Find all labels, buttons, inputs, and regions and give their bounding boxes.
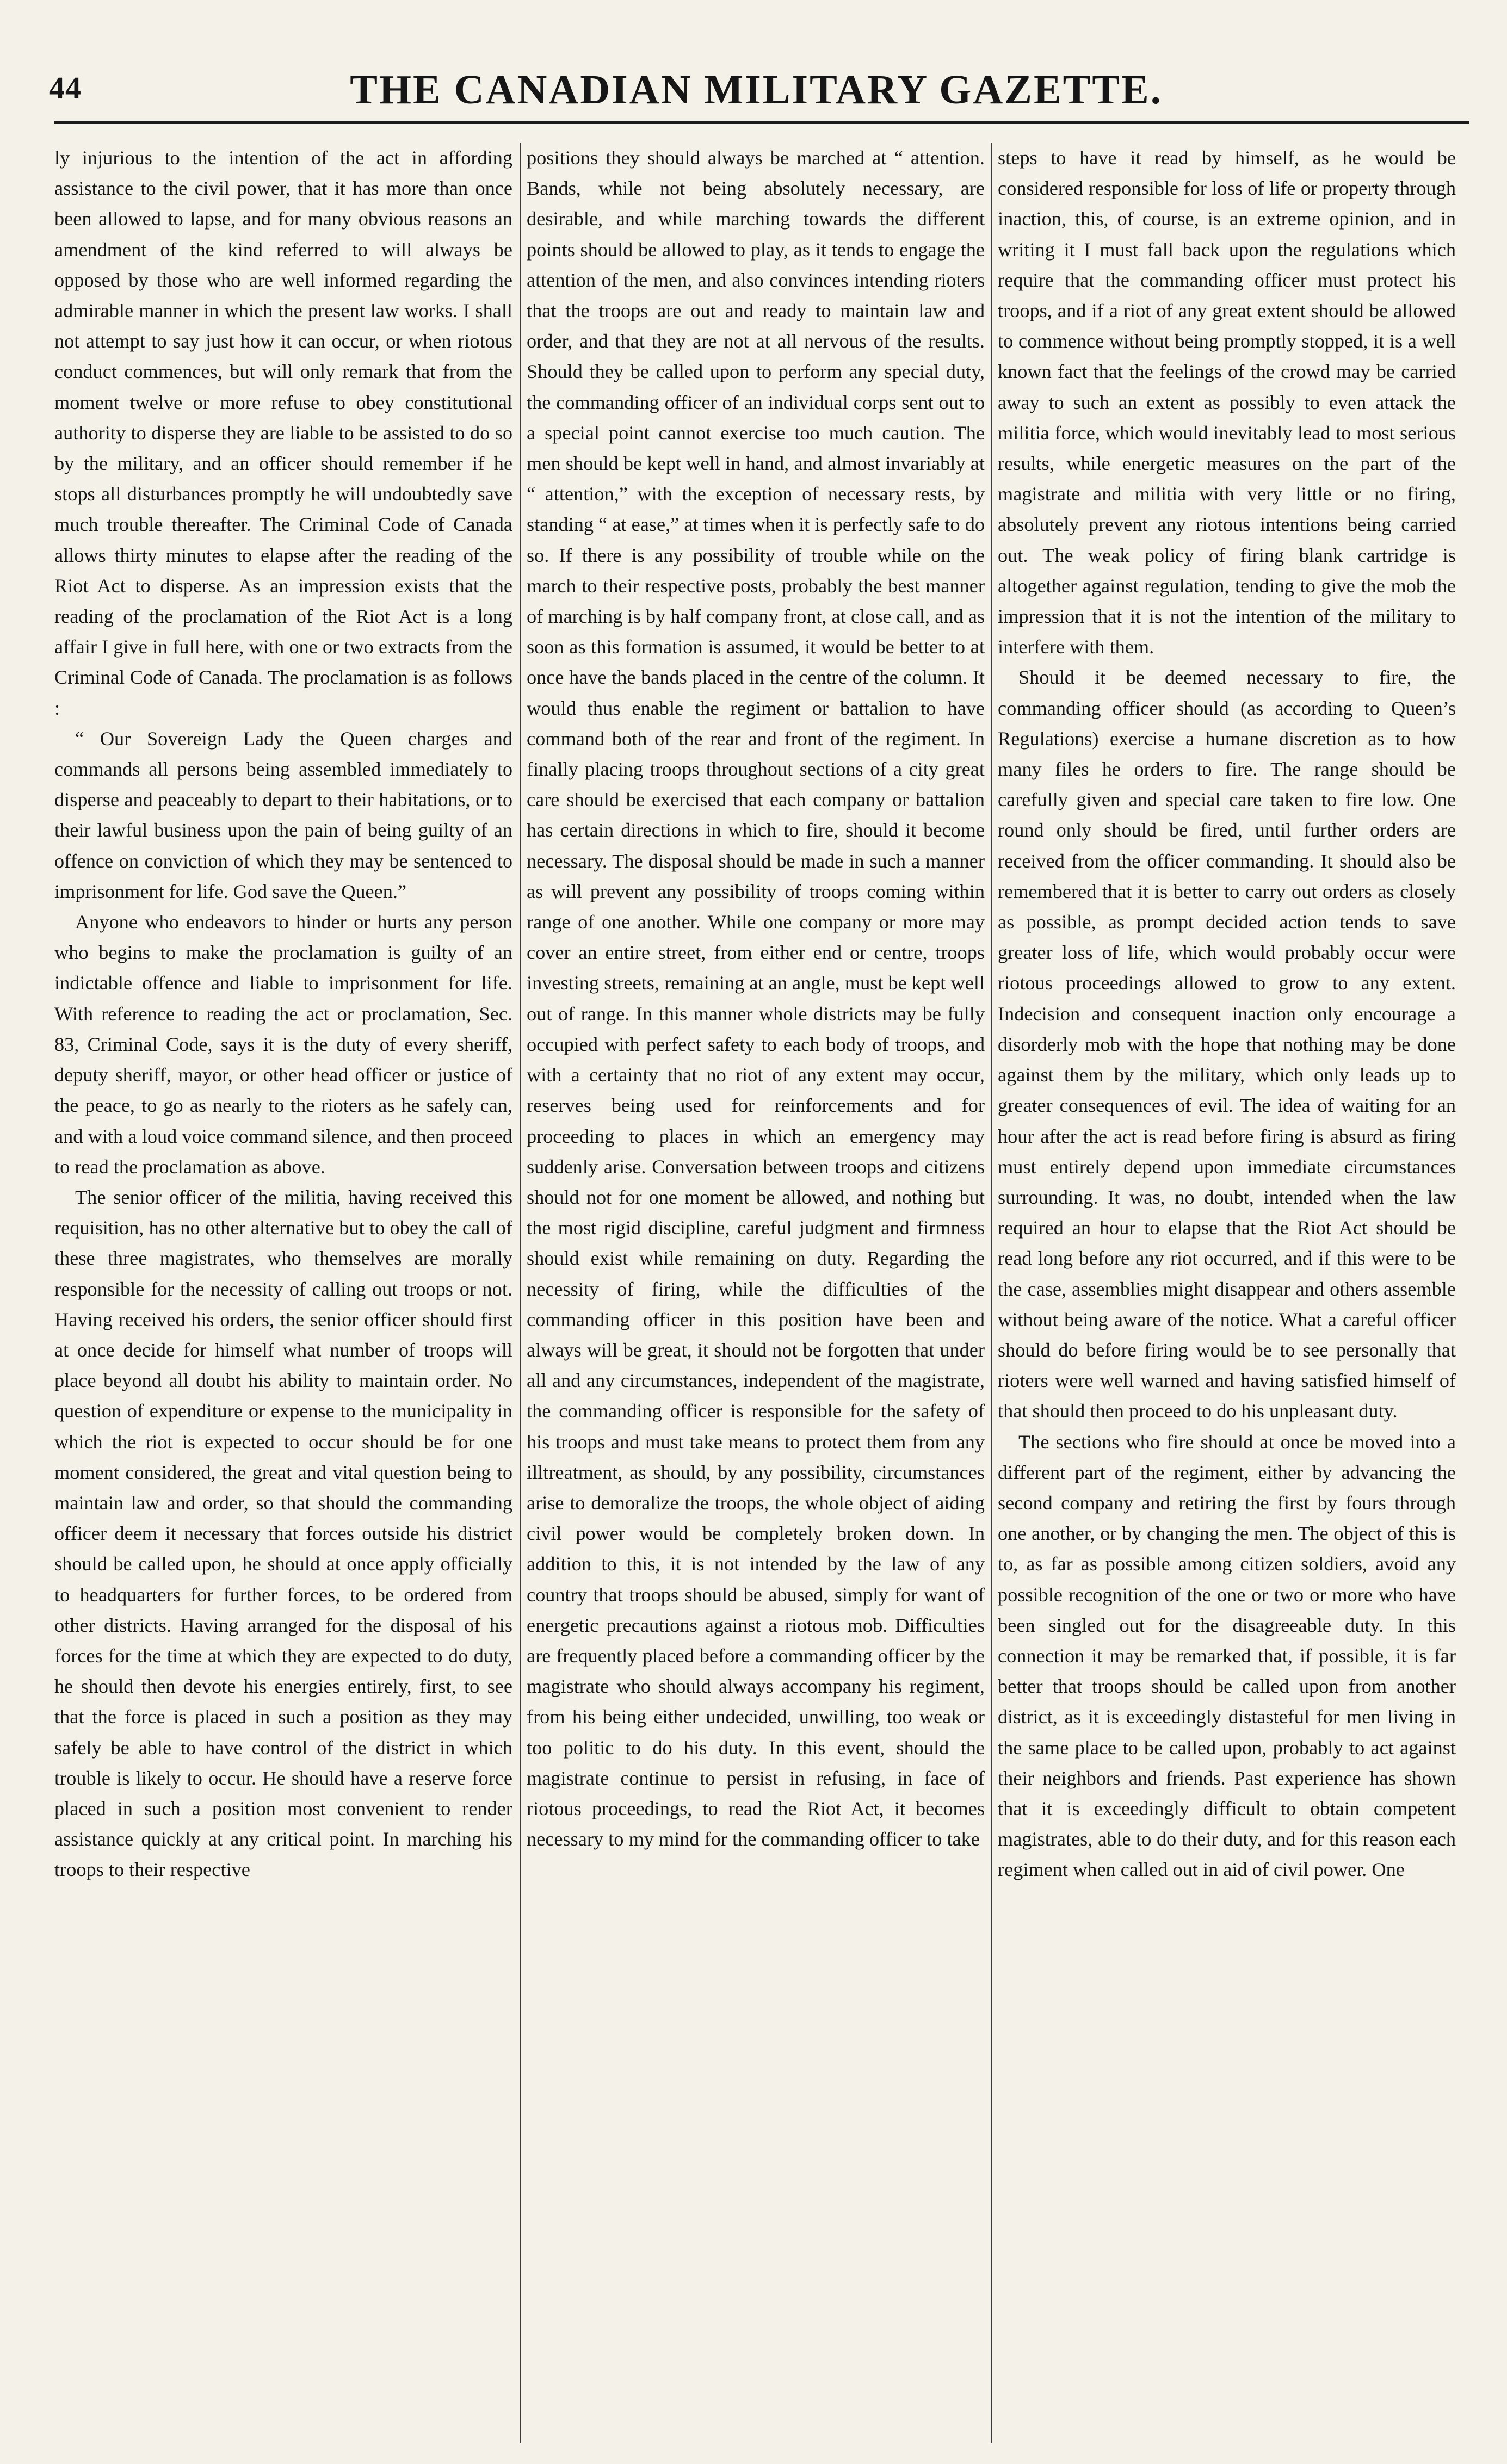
- publication-title: THE CANADIAN MILITARY GAZETTE.: [350, 66, 1163, 113]
- article-column-2: [527, 143, 985, 2443]
- paragraph: steps to have it read by himself, as he would be considered responsible for loss of life or property through inaction, this, of course, is an extreme opinion, and in writing it I must fall back upon the regulations which require that the commanding officer must protect his troops, and if a riot of any great extent should be allowed to commence without being promptly stopped, it is a well known fact that the feelings of the crowd may be carried away to such an extent as possibly to even attack the militia force, which would inevitably lead to most serious results, while energetic measures on the part of the magistrate and militia with very little or no firing, absolutely prevent any riotous intentions being carried out. The weak policy of firing blank cartridge is altogether against regulation, tending to give the mob the impression that it is not the intention of the military to interfere with them.: [998, 147, 1456, 658]
- paragraph: The sections who fire should at once be moved into a different part of the regiment, either by advancing the second company and retiring the first by fours through one another, or by changing the men. The object of this is to, as far as possible among citizen soldiers, avoid any possible recognition of the one or two or more who have been singled out for the disagreeable duty. In this connection it may be remarked that, if possible, it is far better that troops should be called upon from another district, as it is exceedingly distasteful for men living in the same place to be called upon, probably to act against their neighbors and friends. Past experience has shown that it is exceedingly difficult to obtain competent magistrates, able to do their duty, and for this reason each regiment when called out in aid of civil power. One: [998, 1431, 1456, 1881]
- paragraph: positions they should always be marched at “ attention. Bands, while not being absolutely necessary, are desirable, and while marching towards the different points should be allowed to play, as it tends to engage the attention of the men, and also convinces intending rioters that the troops are out and ready to maintain law and order, and that they are not at all nervous of the results. Should they be called upon to perform any special duty, the commanding officer of an individual corps sent out to a special point cannot exercise too much caution. The men should be kept well in hand, and almost invariably at “ attention,” with the exception of necessary rests, by standing “ at ease,” at times when it is perfectly safe to do so. If there is any possibility of trouble while on the march to their respective posts, probably the best manner of marching is by half company front, at close call, and as soon as this formation is assumed, it would be better to at once have the bands placed in the centre of the column. It would thus enable the regiment or battalion to have command both of the rear and front of the regiment. In finally placing troops throughout sections of a city great care should be exercised that each company or battalion has certain directions in which to fire, should it become necessary. The disposal should be made in such a manner as will prevent any possibility of troops coming within range of one another. While one company or more may cover an entire street, from either end or centre, troops investing streets, remaining at an angle, must be kept well out of range. In this manner whole districts may be fully occupied with perfect safety to each body of troops, and with a certainty that no riot of any extent may occur, reserves being used for reinforcements and for proceeding to places in which an emergency may suddenly arise. Conversation between troops and citizens should not for one moment be allowed, and nothing but the most rigid discipline, careful judgment and firmness should exist while remaining on duty. Regarding the necessity of firing, while the difficulties of the commanding officer in this position have been and always will be great, it should not be forgotten that under all and any circumstances, independent of the magistrate, the commanding officer is responsible for the safety of his troops and must take means to protect them from any illtreatment, as should, by any possibility, circumstances arise to demoralize the troops, the whole object of aiding civil power would be completely broken down. In addition to this, it is not intended by the law of any country that troops should be abused, simply for want of energetic precautions against a riotous mob. Difficulties are frequently placed before a commanding officer by the magistrate who should always accompany his regiment, from his being either undecided, unwilling, too weak or too politic to do his duty. In this event, should the magistrate continue to persist in refusing, in face of riotous proceedings, to read the Riot Act, it becomes necessary to my mind for the commanding officer to take: [527, 147, 985, 1850]
- column-divider: [520, 143, 521, 2443]
- paragraph: The senior officer of the militia, having received this requisition, has no other alternative but to obey the call of these three magistrates, who themselves are morally responsible for the necessity of calling out troops or not. Having received his orders, the senior officer should first at once decide for himself what number of troops will place beyond all doubt his ability to maintain order. No question of expenditure or expense to the municipality in which the riot is expected to occur should be for one moment considered, the great and vital question being to maintain law and order, so that should the commanding officer deem it necessary that forces outside his district should be called upon, he should at once apply officially to headquarters for further forces, to be ordered from other districts. Having arranged for the disposal of his forces for the time at which they are expected to do duty, he should then devote his energies entirely, first, to see that the force is placed in such a position as they may safely be able to have control of the district in which trouble is likely to occur. He should have a reserve force placed in such a position most convenient to render assistance quickly at any critical point. In marching his troops to their respective: [54, 1186, 512, 1881]
- page-header: [44, 60, 1469, 120]
- paragraph: Should it be deemed necessary to fire, the commanding officer should (as according to Queen’s Regulations) exercise a humane discretion as to how many files he orders to fire. The range should be carefully given and special care taken to fire low. One round only should be fired, until further orders are received from the officer commanding. It should also be remembered that it is better to carry out orders as closely as possible, as prompt decided action tends to save greater loss of life, which would probably occur were riotous proceedings allowed to grow to any extent. Indecision and consequent inaction only encourage a disorderly mob with the hope that nothing may be done against them by the military, which only leads up to greater consequences of evil. The idea of waiting for an hour after the act is read before firing is absurd as firing must entirely depend upon immediate circumstances surrounding. It was, no doubt, intended when the law required an hour to elapse that the Riot Act should be read long before any riot occurred, and if this were to be the case, assemblies might disappear and others assemble without being aware of the notice. What a careful officer should do before firing would be to see personally that rioters were well warned and having satisfied himself of that should then proceed to do his unpleasant duty.: [998, 666, 1456, 1422]
- paragraph: ly injurious to the intention of the act in affording assistance to the civil power, that it has more than once been allowed to lapse, and for many obvious reasons an amendment of the kind referred to will always be opposed by those who are well informed regarding the admirable manner in which the present law works. I shall not attempt to say just how it can occur, or when riotous conduct commences, but will only remark that from the moment twelve or more refuse to obey constitutional authority to disperse they are liable to be assisted to do so by the military, and an officer should remember if he stops all disturbances promptly he will undoubtedly save much trouble thereafter. The Criminal Code of Canada allows thirty minutes to elapse after the reading of the Riot Act to disperse. As an impression exists that the reading of the proclamation of the Riot Act is a long affair I give in full here, with one or two extracts from the Criminal Code of Canada. The proclamation is as follows :: [54, 147, 512, 719]
- column-divider: [991, 143, 992, 2443]
- header-rule: [54, 121, 1469, 124]
- proclamation-quote: “ Our Sovereign Lady the Queen charges and commands all persons being assembled immediately to disperse and peaceably to depart to their habitations, or to their lawful business upon the pain of being guilty of an offence on conviction of which they may be sentenced to imprisonment for life. God save the Queen.”: [54, 727, 512, 902]
- paragraph: Anyone who endeavors to hinder or hurts any person who begins to make the proclamation is guilty of an indictable offence and liable to imprisonment for life. With reference to reading the act or proclamation, Sec. 83, Criminal Code, says it is the duty of every sheriff, deputy sheriff, mayor, or other head officer or justice of the peace, to go as nearly to the rioters as he safely can, and with a loud voice command silence, and then proceed to read the proclamation as above.: [54, 911, 512, 1178]
- article-column-3: [998, 143, 1456, 2443]
- article-column-1: [54, 143, 512, 2443]
- page-number: 44: [49, 70, 82, 106]
